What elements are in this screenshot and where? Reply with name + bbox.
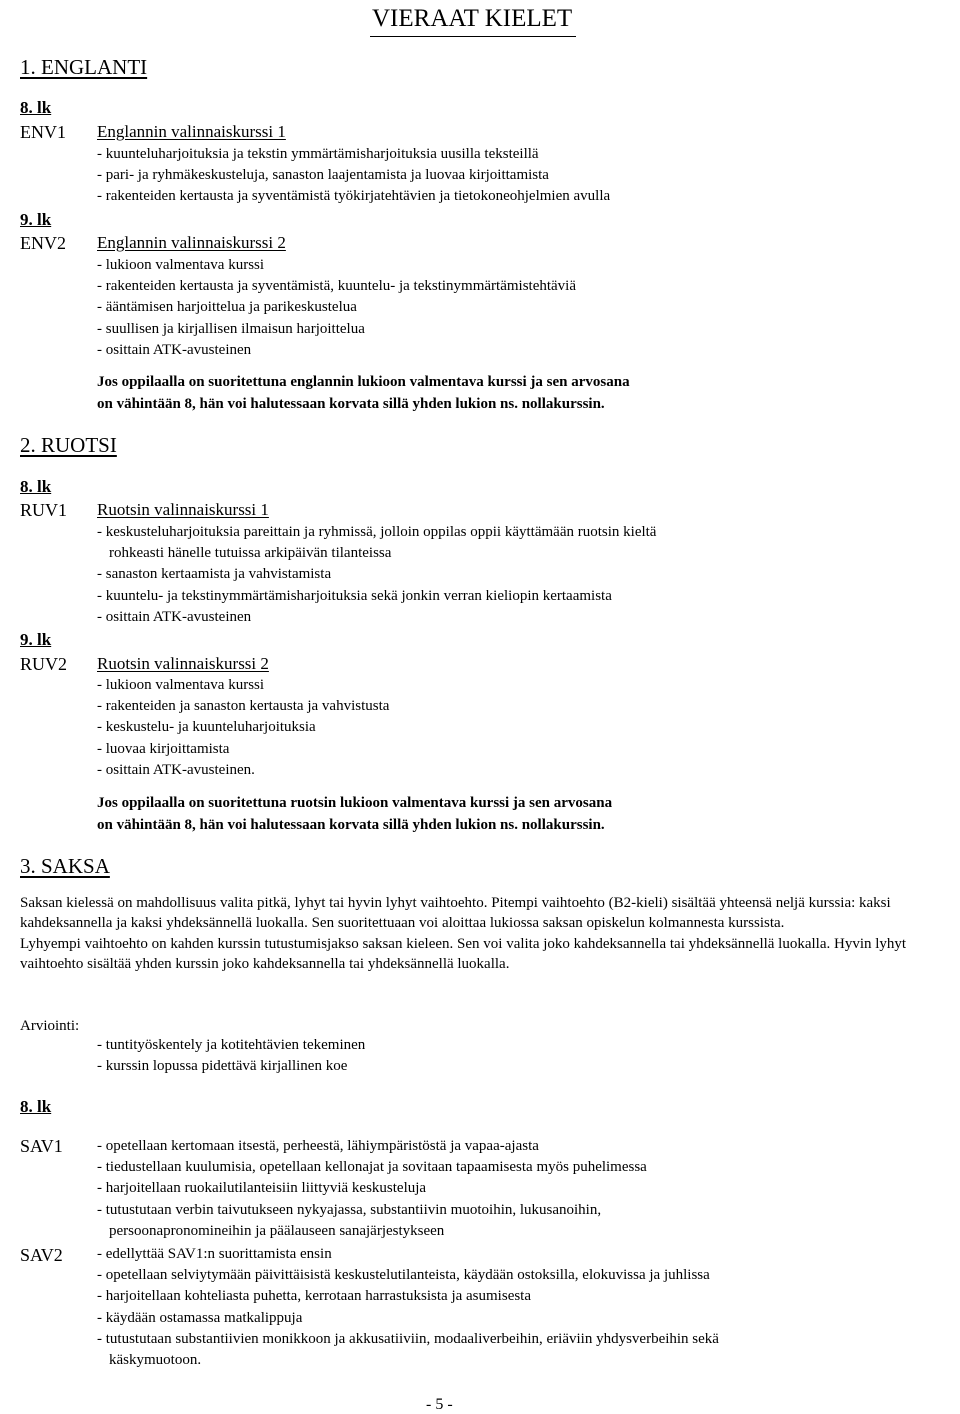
list-item: rohkeasti hänelle tutuissa arkipäivän tilanteissa bbox=[109, 545, 392, 562]
list-item: - harjoitellaan ruokailutilanteisiin liittyviä keskusteluja bbox=[97, 1180, 427, 1197]
list-item: - opetellaan kertomaan itsestä, perheestä, lähiympäristöstä ja vapaa-ajasta bbox=[97, 1138, 539, 1154]
list-item: - opetellaan selviytymään päivittäisistä keskustelutilanteista, käydään ostoksilla, elokuvissa ja juhlissa bbox=[97, 1267, 710, 1284]
grade-label-9: 9. lk bbox=[20, 630, 52, 649]
course-code-ruv2: RUV2 bbox=[20, 654, 68, 674]
list-item: - kurssin lopussa pidettävä kirjallinen koe bbox=[97, 1058, 348, 1075]
section-heading-swedish: 2. RUOTSI bbox=[20, 433, 117, 457]
list-item: - rakenteiden kertausta ja syventämistä, kuuntelu- ja tekstinymmärtämistehtäviä bbox=[97, 278, 577, 295]
assessment-items bbox=[97, 1035, 365, 1077]
course-items-env1 bbox=[97, 144, 610, 208]
course-code-ruv1: RUV1 bbox=[20, 500, 68, 520]
course-title-ruv1: Ruotsin valinnaiskurssi 1 bbox=[97, 500, 269, 519]
section-heading-german: 3. SAKSA bbox=[20, 854, 110, 878]
grade-label-8: 8. lk bbox=[20, 477, 52, 496]
list-item: - luovaa kirjoittamista bbox=[97, 740, 230, 757]
list-item: - kuunteluharjoituksia ja tekstin ymmärtämisharjoituksia uusilla teksteillä bbox=[97, 146, 539, 162]
english-note bbox=[97, 372, 630, 415]
list-item: käskymuotoon. bbox=[109, 1352, 202, 1369]
german-intro bbox=[20, 893, 950, 975]
list-item: - sanaston kertaamista ja vahvistamista bbox=[97, 566, 332, 583]
list-item: - keskusteluharjoituksia pareittain ja ryhmissä, jolloin oppilas oppii käyttämään ruotsin kieltä bbox=[97, 524, 657, 540]
list-item: - pari- ja ryhmäkeskusteluja, sanaston laajentamista ja luovaa kirjoittamista bbox=[97, 167, 549, 184]
course-items-env2 bbox=[97, 255, 576, 361]
course-items-ruv1 bbox=[97, 522, 656, 628]
grade-label-8: 8. lk bbox=[20, 1097, 52, 1116]
course-code-env2: ENV2 bbox=[20, 233, 66, 253]
list-item: - osittain ATK-avusteinen bbox=[97, 341, 252, 358]
list-item: - lukioon valmentava kurssi bbox=[97, 257, 265, 273]
list-item: - tiedustellaan kuulumisia, opetellaan kellonajat ja sovitaan tapaamisesta myös puhelimessa bbox=[97, 1159, 647, 1176]
list-item: - tutustutaan verbin taivutukseen nykyajassa, substantiivin muotoihin, lukusanoihin, bbox=[97, 1201, 602, 1218]
list-item: - tutustutaan substantiivien monikkoon ja akkusatiiviin, modaaliverbeihin, eriäviin yhdysverbeihin sekä bbox=[97, 1330, 719, 1347]
list-item: - lukioon valmentava kurssi bbox=[97, 677, 265, 693]
list-item: - suullisen ja kirjallisen ilmaisun harjoittelua bbox=[97, 320, 365, 337]
list-item: - kuuntelu- ja tekstinymmärtämisharjoituksia sekä jonkin verran kieliopin kertaamista bbox=[97, 587, 612, 604]
list-item: - ääntämisen harjoittelua ja parikeskustelua bbox=[97, 299, 357, 316]
course-title-ruv2: Ruotsin valinnaiskurssi 2 bbox=[97, 654, 269, 673]
course-items-ruv2 bbox=[97, 675, 389, 781]
course-items-sav1 bbox=[97, 1136, 647, 1242]
course-title-env1: Englannin valinnaiskurssi 1 bbox=[97, 122, 286, 141]
list-item: - käydään ostamassa matkalippuja bbox=[97, 1309, 303, 1326]
swedish-note bbox=[97, 793, 612, 836]
assessment-label: Arviointi: bbox=[20, 1018, 80, 1034]
list-item: - tuntityöskentely ja kotitehtävien tekeminen bbox=[97, 1037, 366, 1053]
course-items-sav2 bbox=[97, 1244, 719, 1371]
list-item: - osittain ATK-avusteinen bbox=[97, 608, 252, 625]
list-item: - keskustelu- ja kuunteluharjoituksia bbox=[97, 719, 316, 736]
page-number: - 5 - bbox=[426, 1396, 453, 1413]
list-item: - edellyttää SAV1:n suorittamista ensin bbox=[97, 1246, 332, 1262]
list-item: - osittain ATK-avusteinen. bbox=[97, 761, 255, 778]
paragraph: Lyhyempi vaihtoehto on kahden kurssin tutustumisjakso saksan kieleen. Sen voi valita joko kahdeksannella tai yhdeksännellä luokalla. Hyvin lyhyt vaihtoehto sisältää yhden kurssin joko kahdeksannella tai yhdeksännellä luokalla. bbox=[20, 935, 907, 973]
note-line: Jos oppilaalla on suoritettuna ruotsin lukioon valmentava kurssi ja sen arvosana bbox=[97, 795, 613, 811]
list-item: - rakenteiden kertausta ja syventämistä työkirjatehtävien ja tietokoneohjelmien avulla bbox=[97, 188, 611, 205]
grade-label-8: 8. lk bbox=[20, 98, 52, 117]
course-title-env2: Englannin valinnaiskurssi 2 bbox=[97, 233, 286, 252]
list-item: persoonapronomineihin ja päälauseen sanajärjestykseen bbox=[109, 1222, 445, 1239]
section-heading-english: 1. ENGLANTI bbox=[20, 55, 148, 79]
course-code-sav2: SAV2 bbox=[20, 1245, 63, 1265]
course-code-sav1: SAV1 bbox=[20, 1136, 63, 1156]
page-title: VIERAAT KIELET bbox=[370, 2, 576, 37]
note-line: on vähintään 8, hän voi halutessaan korvata sillä yhden lukion ns. nollakurssin. bbox=[97, 395, 605, 412]
paragraph: Saksan kielessä on mahdollisuus valita pitkä, lyhyt tai hyvin lyhyt vaihtoehto. Pitempi vaihtoehto (B2-kieli) sisältää yhteensä neljä kurssia: kaksi kahdeksannella ja kaksi yhdeksännellä luokalla. Sen suoritettuaan voi aloittaa lukiossa saksan opiskelun kolmannesta kurssista. bbox=[20, 895, 891, 932]
list-item: - rakenteiden ja sanaston kertausta ja vahvistusta bbox=[97, 698, 390, 715]
note-line: Jos oppilaalla on suoritettuna englannin lukioon valmentava kurssi ja sen arvosana bbox=[97, 374, 630, 390]
course-code-env1: ENV1 bbox=[20, 122, 66, 142]
note-line: on vähintään 8, hän voi halutessaan korvata sillä yhden lukion ns. nollakurssin. bbox=[97, 816, 605, 833]
grade-label-9: 9. lk bbox=[20, 210, 52, 229]
list-item: - harjoitellaan kohteliasta puhetta, kerrotaan harrastuksista ja asumisesta bbox=[97, 1288, 532, 1305]
